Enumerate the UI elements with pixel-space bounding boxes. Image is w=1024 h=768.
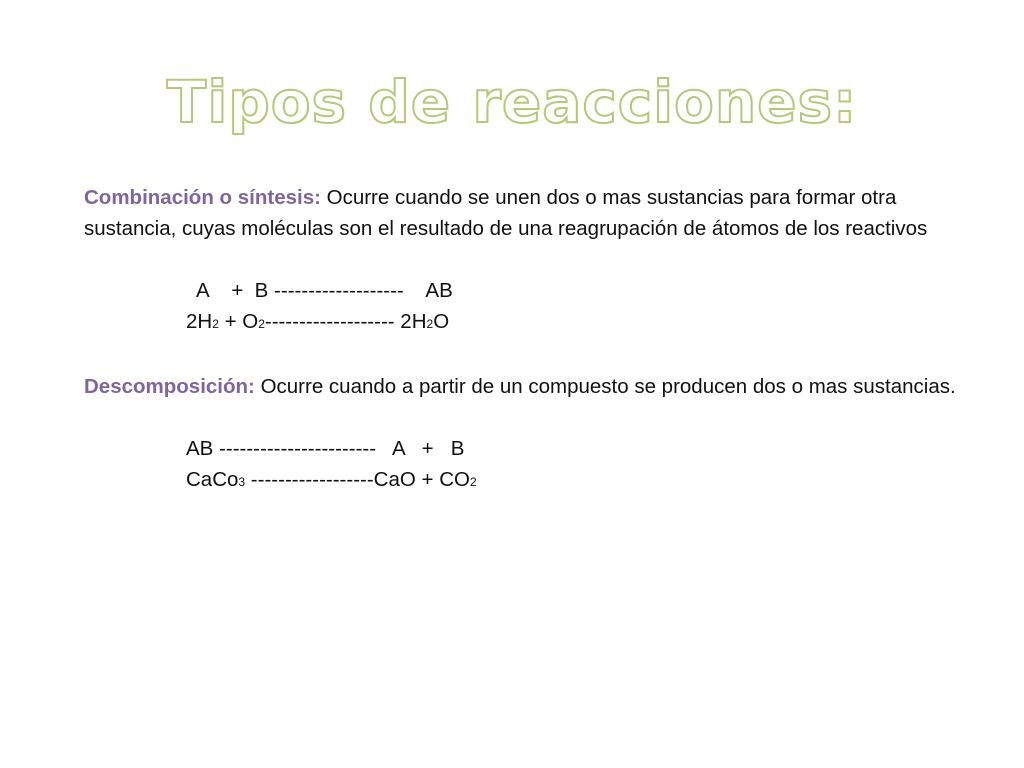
spacer (84, 244, 964, 275)
decomposition-text: Ocurre cuando a partir de un compuesto se producen dos o mas sustancias. (254, 375, 956, 398)
synthesis-example-reactant-1: 2H (186, 310, 213, 333)
synthesis-example-subscript: 2 (426, 317, 434, 331)
spacer (84, 402, 964, 433)
decomposition-general-equation: AB ----------------------- A + B (186, 437, 465, 460)
decomposition-example-equation (84, 464, 964, 498)
synthesis-text: Ocurre cuando se unen dos o mas sustancias para formar otra sustancia, cuyas moléculas son el resultado de una reagrupación de átomos de los reactivos (84, 186, 928, 240)
decomposition-term: Descomposición: (84, 375, 255, 398)
decomposition-definition (84, 371, 964, 402)
slide-content (84, 182, 964, 498)
spacer (84, 340, 964, 371)
decomposition-example-subscript: 2 (469, 475, 477, 489)
synthesis-example-product: ------------------- 2H (264, 310, 427, 333)
synthesis-general-equation: A + B ------------------- AB (196, 279, 453, 302)
synthesis-example-subscript: 2 (258, 317, 265, 331)
decomposition-example-reactant: CaCo (186, 468, 239, 491)
synthesis-example-equation (84, 306, 964, 340)
synthesis-example-subscript: 2 (212, 317, 219, 331)
synthesis-example-reactant-2: + O (218, 310, 259, 333)
synthesis-example-product-end: O (433, 310, 450, 333)
synthesis-definition (84, 182, 964, 244)
synthesis-term: Combinación o síntesis: (84, 186, 321, 209)
decomposition-example-products: ------------------CaO + CO (245, 468, 470, 491)
slide-title: Tipos de reacciones: (166, 68, 858, 136)
decomposition-example-subscript: 3 (238, 475, 246, 489)
